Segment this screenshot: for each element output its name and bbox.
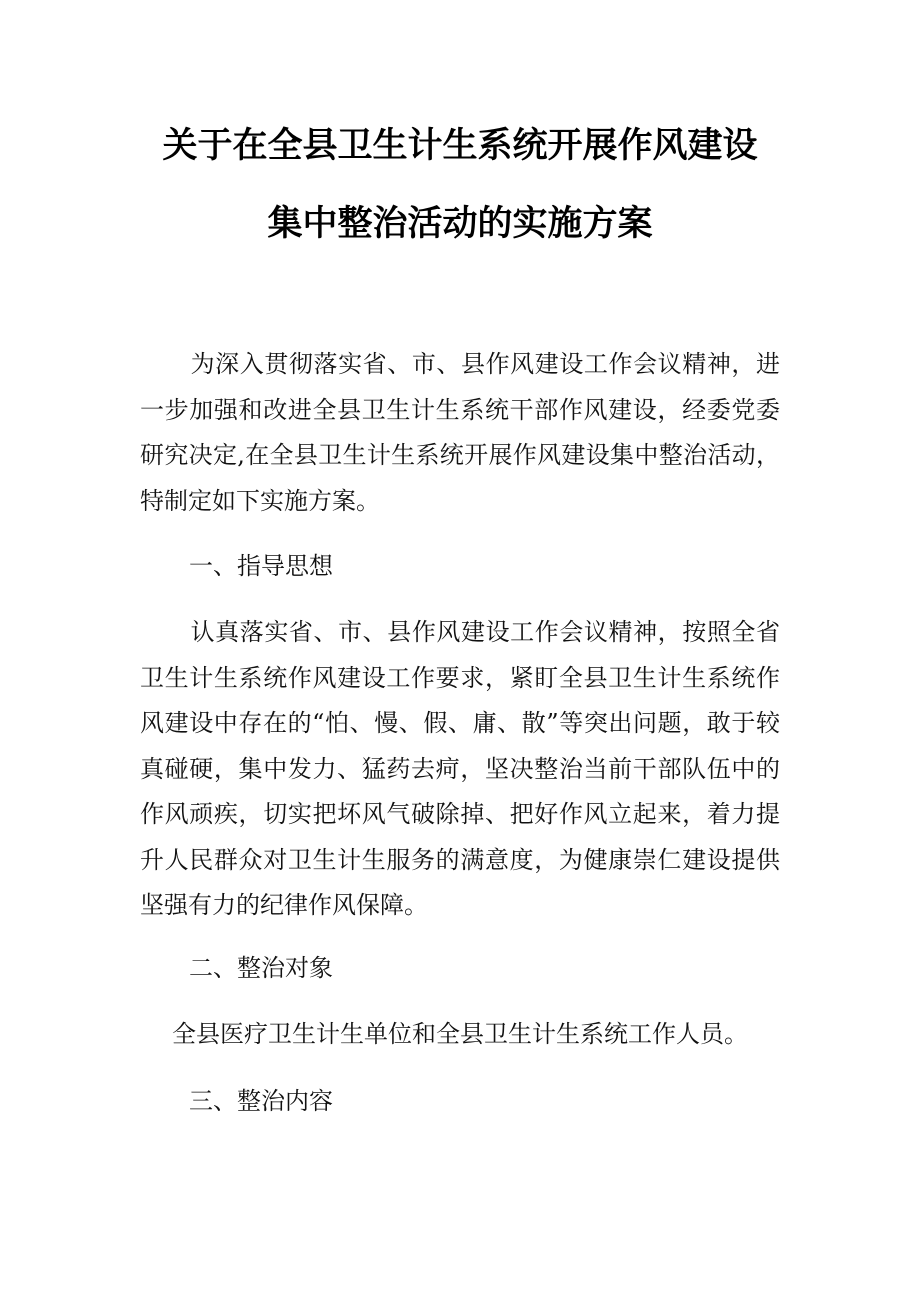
document-title-line-2: 集中整治活动的实施方案	[267, 204, 653, 244]
intro-text: 为深入贯彻落实省、市、县作风建设工作会议精神，进一步加强和改进全县卫生计生系统干部作风建设，经委党委研究决定,在全县卫生计生系统开展作风建设集中整治活动，特制定如下实施方案。	[140, 350, 780, 515]
section-heading-guiding-thought: 一、指导思想	[189, 552, 333, 580]
guiding-thought-text: 认真落实省、市、县作风建设工作会议精神，按照全省卫生计生系统作风建设工作要求，紧盯全县卫生计生系统作风建设中存在的“怕、慢、假、庸、散”等突出问题，敢于较真碰硬，集中发力、猛药去疴，坚决整治当前干部队伍中的作风顽疾，切实把坏风气破除掉、把好作风立起来，着力提升人民群众对卫生计生服务的满意度，为健康崇仁建设提供坚强有力的纪律作风保障。	[140, 618, 780, 919]
section-heading-targets: 二、整治对象	[189, 954, 333, 982]
section-heading-content: 三、整治内容	[189, 1087, 333, 1115]
intro-paragraph	[140, 342, 780, 524]
document-title-line-1: 关于在全县卫生计生系统开展作风建设	[162, 126, 758, 166]
targets-paragraph: 全县医疗卫生计生单位和全县卫生计生系统工作人员。	[172, 1020, 748, 1048]
guiding-thought-paragraph	[140, 610, 780, 929]
